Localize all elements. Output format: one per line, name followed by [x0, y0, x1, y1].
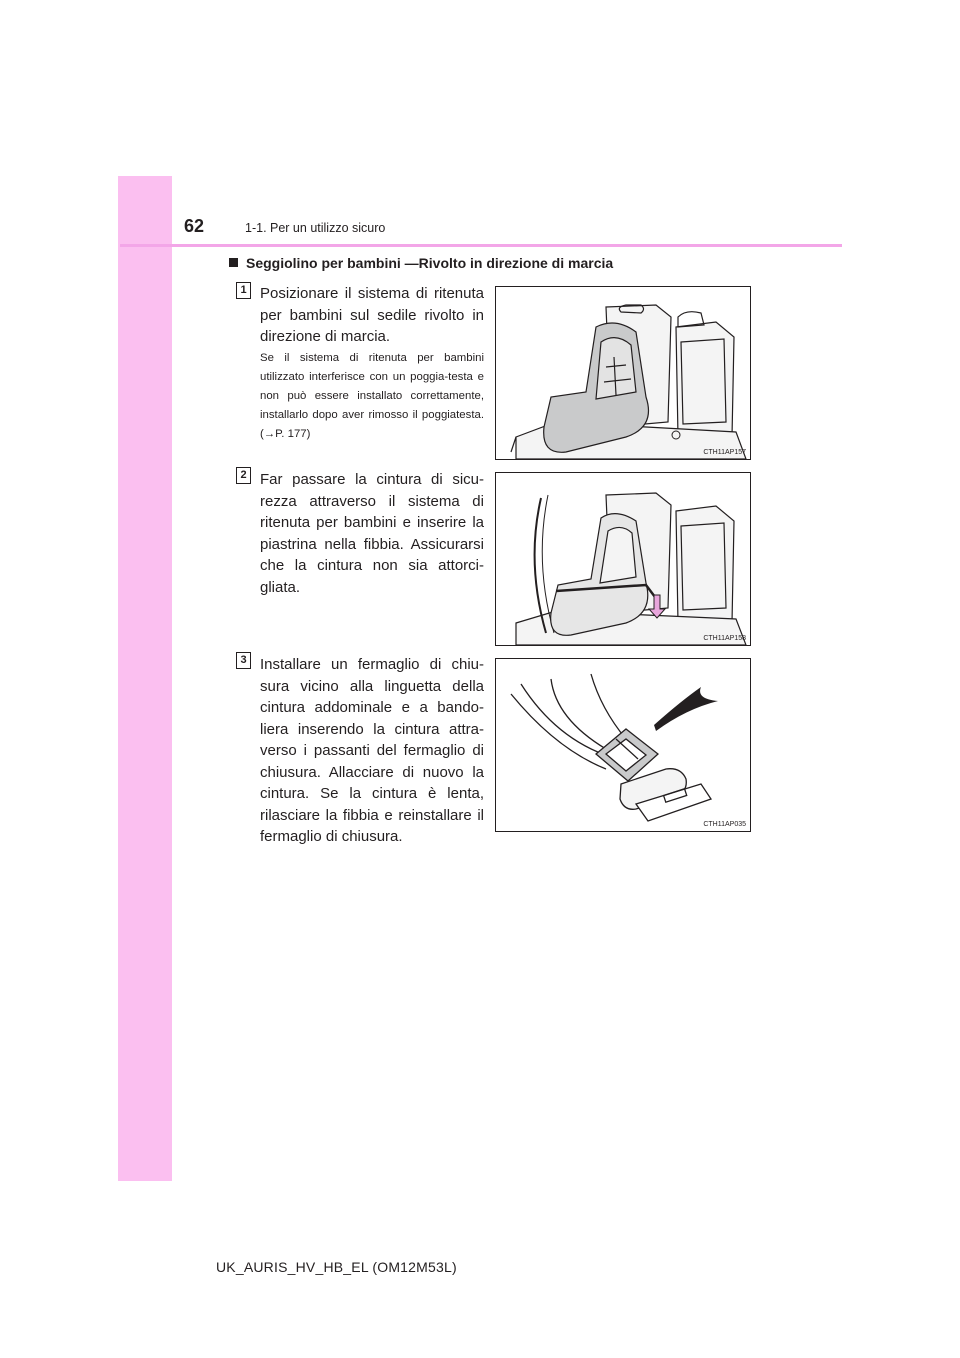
belt-routing-illustration [496, 473, 750, 645]
step-number-2: 2 [236, 467, 251, 484]
header-divider [120, 244, 842, 247]
page-number: 62 [184, 216, 205, 236]
step-2-text: Far passare la cintura di sicu-rezza attraverso il sistema di ritenuta per bambini e inserire la piastrina nella fibbia. Assicurarsi che la cintura non sia attorci-gliata. [260, 471, 484, 596]
step-number-1: 1 [236, 282, 251, 299]
step-number-3: 3 [236, 652, 251, 669]
locking-clip-illustration [496, 659, 750, 831]
step-1-note: Se il sistema di ritenuta per bambini utilizzato interferisce con un poggia-testa e non può essere installato correttamente, installarlo dopo aver rimosso il poggiatesta. (→P. 177) [260, 352, 484, 440]
figure-code-2: CTH11AP158 [703, 635, 746, 642]
section-header: 1-1. Per un utilizzo sicuro [245, 221, 386, 235]
figure-belt-routing [495, 472, 751, 646]
step-1-text: Posizionare il sistema di ritenuta per bambini sul sedile rivolto in direzione di marcia. [260, 285, 484, 345]
section-title-text: Seggiolino per bambini —Rivolto in direzione di marcia [246, 255, 614, 271]
child-seat-illustration [496, 287, 750, 459]
section-title [229, 255, 613, 271]
square-bullet-icon [229, 258, 238, 267]
figure-code-3: CTH11AP035 [703, 821, 746, 828]
side-tab-bar [118, 176, 172, 1181]
figure-child-seat-forward [495, 286, 751, 460]
figure-code-1: CTH11AP157 [703, 449, 746, 456]
figure-locking-clip [495, 658, 751, 832]
step-3-text: Installare un fermaglio di chiu-sura vicino alla linguetta della cintura addominale e a bando-liera inserendo la cintura attra-verso i passanti del fermaglio di chiusura. Allacciare di nuovo la cintura. Se la cintura è lenta, rilasciare la fibbia e reinstallare il fermaglio di chiusura. [260, 656, 484, 845]
document-footer: UK_AURIS_HV_HB_EL (OM12M53L) [216, 1259, 457, 1275]
